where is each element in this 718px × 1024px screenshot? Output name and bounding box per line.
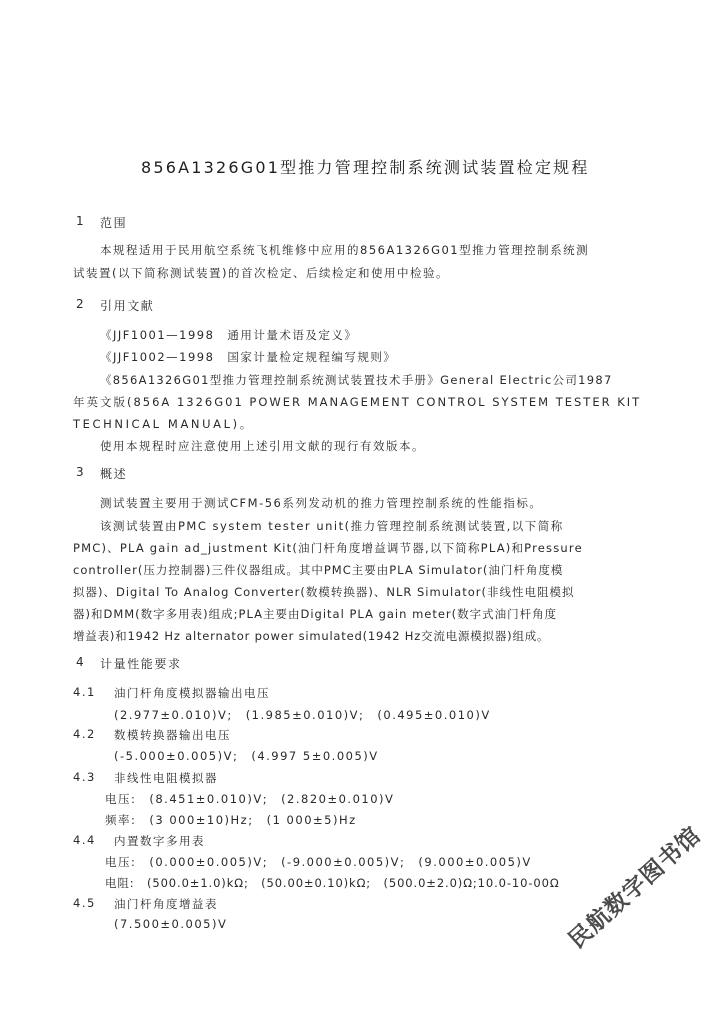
reference-item: TECHNICAL MANUAL)。: [73, 417, 254, 431]
spec-line: (-5.000±0.005)V; (4.997 5±0.005)V: [114, 749, 379, 763]
spec-line: 电压: (0.000±0.005)V; (-9.000±0.005)V; (9.000±0.005)V: [105, 855, 532, 869]
section-3-line: PMC)、PLA gain ad_justment Kit(油门杆角度增益调节器,以下简称PLA)和Pressure: [73, 541, 583, 555]
spec-line: 频率: (3 000±10)Hz; (1 000±5)Hz: [105, 813, 357, 827]
section-1-heading: 范围: [100, 216, 128, 230]
subsection-heading: 油门杆角度模拟器输出电压: [114, 686, 270, 700]
subsection-number: 4.4: [73, 833, 96, 847]
section-3-line: 该测试装置由PMC system tester unit(推力管理控制系统测试装置,以下简称: [100, 519, 564, 533]
section-4-heading: 计量性能要求: [100, 657, 182, 671]
subsection-heading: 数模转换器输出电压: [114, 728, 231, 742]
section-3-heading: 概述: [100, 467, 128, 481]
section-4-number: 4: [76, 655, 86, 669]
section-1-number: 1: [76, 214, 86, 228]
spec-line: 电压: (8.451±0.010)V; (2.820±0.010)V: [105, 792, 395, 806]
section-3-line: 测试装置主要用于测试CFM-56系列发动机的推力管理控制系统的性能指标。: [100, 496, 543, 510]
subsection-heading: 非线性电阻模拟器: [114, 771, 218, 785]
subsection-number: 4.3: [73, 770, 96, 784]
subsection-number: 4.5: [73, 896, 96, 910]
library-watermark: 民航数字图书馆: [564, 822, 707, 954]
reference-item: 《856A1326G01型推力管理控制系统测试装置技术手册》General Electric公司1987: [100, 373, 613, 387]
spec-line: (2.977±0.010)V; (1.985±0.010)V; (0.495±0.010)V: [114, 708, 491, 722]
document-title: 856A1326G01型推力管理控制系统测试装置检定规程: [141, 158, 590, 177]
section-3-number: 3: [76, 465, 86, 479]
section-1-line: 试装置(以下简称测试装置)的首次检定、后续检定和使用中检验。: [73, 266, 449, 280]
section-2-note: 使用本规程时应注意使用上述引用文献的现行有效版本。: [100, 439, 425, 453]
reference-item: 《JJF1002—1998 国家计量检定规程编写规则》: [100, 350, 397, 364]
subsection-number: 4.1: [73, 685, 96, 699]
reference-item: 年英文版(856A 1326G01 POWER MANAGEMENT CONTROL SYSTEM TESTER KIT: [73, 395, 642, 409]
spec-line: 电阻: (500.0±1.0)kΩ; (50.00±0.10)kΩ; (500.0±2.0)Ω;10.0-10-00Ω: [105, 876, 560, 890]
section-2-number: 2: [76, 297, 86, 311]
section-3-line: 拟器)、Digital To Analog Converter(数模转换器)、NLR Simulator(非线性电阻模拟: [73, 585, 575, 599]
subsection-number: 4.2: [73, 727, 96, 741]
subsection-heading: 油门杆角度增益表: [114, 897, 218, 911]
section-1-line: 本规程适用于民用航空系统飞机维修中应用的856A1326G01型推力管理控制系统测: [100, 243, 590, 257]
section-3-line: controller(压力控制器)三件仪器组成。其中PMC主要由PLA Simulator(油门杆角度模: [73, 563, 564, 577]
reference-item: 《JJF1001—1998 通用计量术语及定义》: [100, 328, 358, 342]
spec-line: (7.500±0.005)V: [114, 917, 228, 931]
section-2-heading: 引用文献: [100, 299, 155, 313]
section-3-line: 增益表)和1942 Hz alternator power simulated(1942 Hz交流电源模拟器)组成。: [73, 629, 550, 643]
subsection-heading: 内置数字多用表: [114, 834, 205, 848]
section-3-line: 器)和DMM(数字多用表)组成;PLA主要由Digital PLA gain meter(数字式油门杆角度: [73, 607, 558, 621]
